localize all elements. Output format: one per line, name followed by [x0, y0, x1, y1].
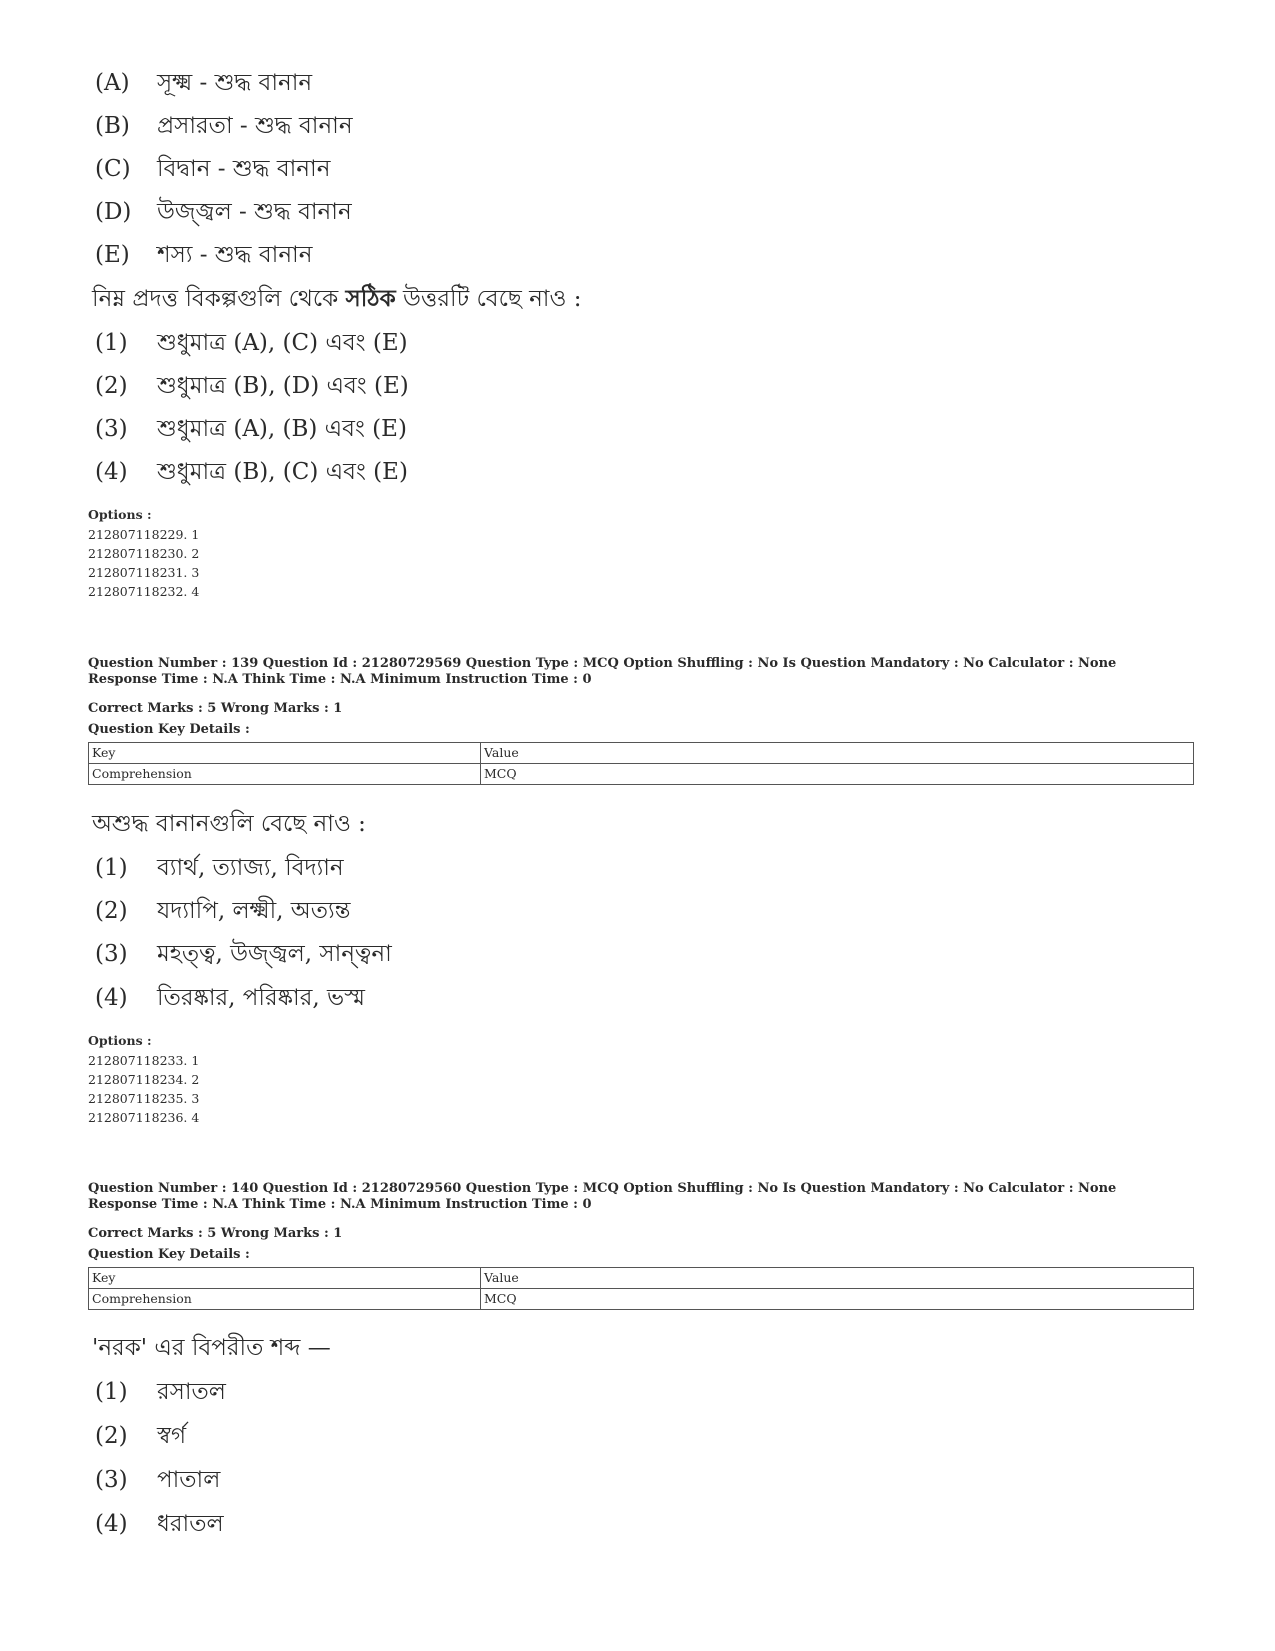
- choice-label: (1): [95, 855, 128, 881]
- table-cell-value: MCQ: [481, 1289, 1194, 1310]
- question-meta-line: Response Time : N.A Think Time : N.A Minimum Instruction Time : 0: [88, 1197, 592, 1212]
- table-cell-key: Comprehension: [89, 764, 481, 785]
- choice-text: ধরাতল: [157, 1511, 224, 1537]
- choice-text: শুধুমাত্র (A), (C) এবং (E): [157, 330, 408, 356]
- question-meta: [88, 656, 1188, 688]
- marks-line: Correct Marks : 5 Wrong Marks : 1: [88, 1226, 343, 1241]
- choice-text: শুধুমাত্র (B), (C) এবং (E): [157, 459, 408, 485]
- option-id: 212807118229. 1: [88, 527, 200, 542]
- choice-label: (4): [95, 459, 128, 485]
- choice-text: ব্যার্থ, ত্যাজ্য, বিদ্যান: [157, 855, 344, 881]
- choice-label: (1): [95, 1379, 128, 1405]
- choice-text: স্বর্গ: [157, 1423, 187, 1449]
- statement-label: (D): [95, 199, 132, 225]
- option-id: 212807118236. 4: [88, 1110, 200, 1125]
- key-details-table: [88, 742, 1194, 785]
- choice-2: [95, 896, 351, 926]
- statement-text: বিদ্বান - শুদ্ধ বানান: [157, 156, 331, 182]
- statement-label: (B): [95, 113, 130, 139]
- choice-label: (4): [95, 985, 128, 1011]
- key-details-label: Question Key Details :: [88, 722, 250, 737]
- statement-b: [95, 111, 353, 141]
- statement-e: [95, 240, 312, 270]
- choice-1: [95, 1377, 226, 1407]
- option-id: 212807118235. 3: [88, 1091, 200, 1106]
- option-id: 212807118234. 2: [88, 1072, 200, 1087]
- statement-label: (C): [95, 156, 131, 182]
- statement-a: [95, 68, 312, 98]
- statement-label: (E): [95, 242, 130, 268]
- choice-text: শুধুমাত্র (A), (B) এবং (E): [157, 416, 407, 442]
- question-meta-line: Response Time : N.A Think Time : N.A Minimum Instruction Time : 0: [88, 672, 592, 687]
- choice-3: [95, 939, 392, 969]
- options-label: Options :: [88, 1033, 152, 1048]
- choice-label: (2): [95, 373, 128, 399]
- choice-3: [95, 1465, 220, 1495]
- table-header-key: Key: [89, 743, 481, 764]
- key-details-label: Question Key Details :: [88, 1247, 250, 1262]
- statement-text: উজ্জ্বল - শুদ্ধ বানান: [157, 199, 352, 225]
- option-id: 212807118232. 4: [88, 584, 200, 599]
- table-row: [89, 764, 1194, 785]
- choice-label: (3): [95, 416, 128, 442]
- table-row: [89, 743, 1194, 764]
- question-meta-line: Question Number : 140 Question Id : 21280729560 Question Type : MCQ Option Shuffling : No Is Question Mandatory : No Calculator : None: [88, 1181, 1117, 1196]
- marks-line: Correct Marks : 5 Wrong Marks : 1: [88, 701, 343, 716]
- instruction-pre: নিম্ন প্রদত্ত বিকল্পগুলি থেকে: [92, 286, 346, 312]
- choice-text: তিরষ্কার, পরিষ্কার, ভস্ম: [157, 985, 365, 1011]
- choice-text: রসাতল: [157, 1379, 226, 1405]
- choice-label: (4): [95, 1511, 128, 1537]
- choice-4: [95, 1509, 224, 1539]
- instruction-bold: সঠিক: [345, 285, 396, 312]
- option-id: 212807118233. 1: [88, 1053, 200, 1068]
- choice-text: শুধুমাত্র (B), (D) এবং (E): [157, 373, 409, 399]
- choice-3: [95, 414, 407, 444]
- table-cell-key: Comprehension: [89, 1289, 481, 1310]
- choice-text: মহত্ত্ব, উজ্জ্বল, সান্ত্বনা: [157, 941, 392, 967]
- choice-1: [95, 328, 408, 358]
- statement-text: সূক্ষ্ম - শুদ্ধ বানান: [157, 70, 313, 96]
- choice-label: (1): [95, 330, 128, 356]
- question-meta: [88, 1181, 1188, 1213]
- instruction-text: [92, 284, 581, 314]
- table-header-value: Value: [481, 1268, 1194, 1289]
- choice-4: [95, 457, 408, 487]
- choice-4: [95, 983, 365, 1013]
- statement-d: [95, 197, 352, 227]
- question-stem: 'নরক' এর বিপরীত শব্দ —: [92, 1335, 331, 1361]
- statement-text: প্রসারতা - শুদ্ধ বানান: [157, 113, 353, 139]
- option-id: 212807118231. 3: [88, 565, 200, 580]
- choice-label: (2): [95, 898, 128, 924]
- choice-2: [95, 1421, 186, 1451]
- choice-label: (3): [95, 1467, 128, 1493]
- table-row: [89, 1268, 1194, 1289]
- statement-label: (A): [95, 70, 130, 96]
- question-stem: অশুদ্ধ বানানগুলি বেছে নাও :: [92, 811, 366, 837]
- statement-text: শস্য - শুদ্ধ বানান: [157, 242, 313, 268]
- statement-c: [95, 154, 330, 184]
- question-meta-line: Question Number : 139 Question Id : 21280729569 Question Type : MCQ Option Shuffling : No Is Question Mandatory : No Calculator : None: [88, 656, 1117, 671]
- choice-text: যদ্যাপি, লক্ষ্মী, অত্যন্ত: [157, 898, 351, 924]
- choice-1: [95, 853, 344, 883]
- choice-label: (3): [95, 941, 128, 967]
- option-id: 212807118230. 2: [88, 546, 200, 561]
- table-header-key: Key: [89, 1268, 481, 1289]
- choice-text: পাতাল: [157, 1467, 221, 1493]
- choice-label: (2): [95, 1423, 128, 1449]
- options-label: Options :: [88, 507, 152, 522]
- choice-2: [95, 371, 409, 401]
- table-header-value: Value: [481, 743, 1194, 764]
- instruction-post: উত্তরটি বেছে নাও :: [395, 286, 582, 312]
- key-details-table: [88, 1267, 1194, 1310]
- table-row: [89, 1289, 1194, 1310]
- table-cell-value: MCQ: [481, 764, 1194, 785]
